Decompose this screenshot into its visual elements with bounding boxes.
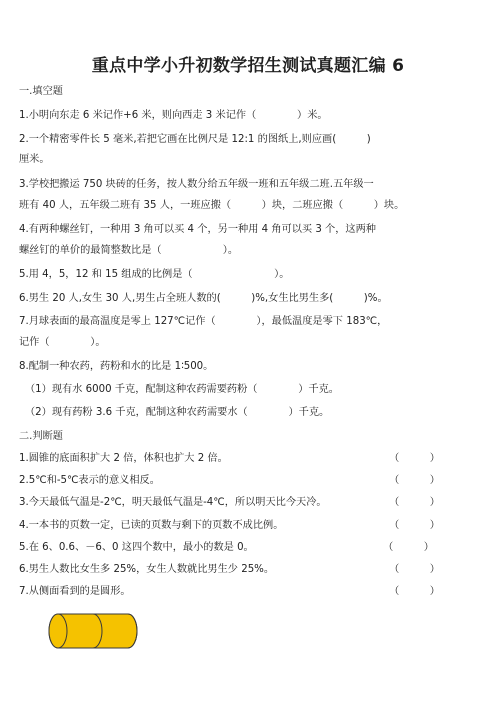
judge-item: 1.圆锥的底面积扩大 2 倍，体积也扩大 2 倍。 — [19, 453, 228, 464]
answer-paren: （ ） — [389, 564, 440, 575]
fill-line: 3.学校把搬运 750 块砖的任务，按人数分给五年级一班和五年级二班.五年级一 — [19, 179, 374, 190]
answer-paren: （ ） — [389, 497, 440, 508]
answer-paren: （ ） — [389, 520, 440, 531]
fill-line: 2.一个精密零件长 5 毫米,若把它画在比例尺是 12:1 的图纸上,则应画( ) — [19, 134, 371, 145]
fill-line: 螺丝钉的单价的最简整数比是（ ）。 — [19, 245, 239, 256]
fill-line: 1.小明向东走 6 米记作+6 米，则向西走 3 米记作（ ）米。 — [19, 110, 328, 121]
fill-line: 厘米。 — [19, 154, 50, 165]
fill-line: 班有 40 人，五年级二班有 35 人，一班应搬（ ）块，二班应搬（ ）块。 — [19, 200, 405, 211]
fill-line: 4.有两种螺丝钉，一种用 3 角可以买 4 个，另一种用 4 角可以买 3 个，这两种 — [19, 224, 376, 235]
judge-item: 5.在 6、0.6、－6、0 这四个数中，最小的数是 0。 — [19, 542, 254, 553]
judge-item: 7.从侧面看到的是圆形。 — [19, 586, 131, 597]
answer-paren: （ ） — [389, 453, 440, 464]
fill-line: 5.用 4，5，12 和 15 组成的比例是（ ）。 — [19, 269, 290, 280]
judge-item: 4.一本书的页数一定，已读的页数与剩下的页数不成比例。 — [19, 520, 284, 531]
page-title: 重点中学小升初数学招生测试真题汇编 6 — [91, 56, 405, 76]
cylinder-figure — [48, 612, 140, 650]
judge-item: 2.5℃和-5℃表示的意义相反。 — [19, 475, 160, 486]
section-heading-fill: 一.填空题 — [19, 86, 63, 97]
fill-line: 记作（ ）。 — [19, 337, 106, 348]
answer-paren: （ ） — [389, 475, 440, 486]
fill-line: 8.配制一种农药，药粉和水的比是 1∶500。 — [19, 361, 214, 372]
section-heading-judge: 二.判断题 — [19, 431, 63, 442]
fill-line: 6.男生 20 人,女生 30 人,男生占全班人数的( )%,女生比男生多( )%。 — [19, 293, 388, 304]
judge-item: 3.今天最低气温是-2℃，明天最低气温是-4℃，所以明天比今天冷。 — [19, 497, 327, 508]
answer-paren: （ ） — [389, 586, 440, 597]
judge-item: 6.男生人数比女生多 25%，女生人数就比男生少 25%。 — [19, 564, 275, 575]
fill-line: 7.月球表面的最高温度是零上 127℃记作（ ），最低温度是零下 183℃， — [19, 316, 388, 327]
sub-question-line: （1）现有水 6000 千克，配制这种农药需要药粉（ ）千克。 — [25, 384, 339, 395]
sub-question-line: （2）现有药粉 3.6 千克，配制这种农药需要水（ ）千克。 — [25, 407, 330, 418]
answer-paren: （ ） — [383, 542, 434, 553]
